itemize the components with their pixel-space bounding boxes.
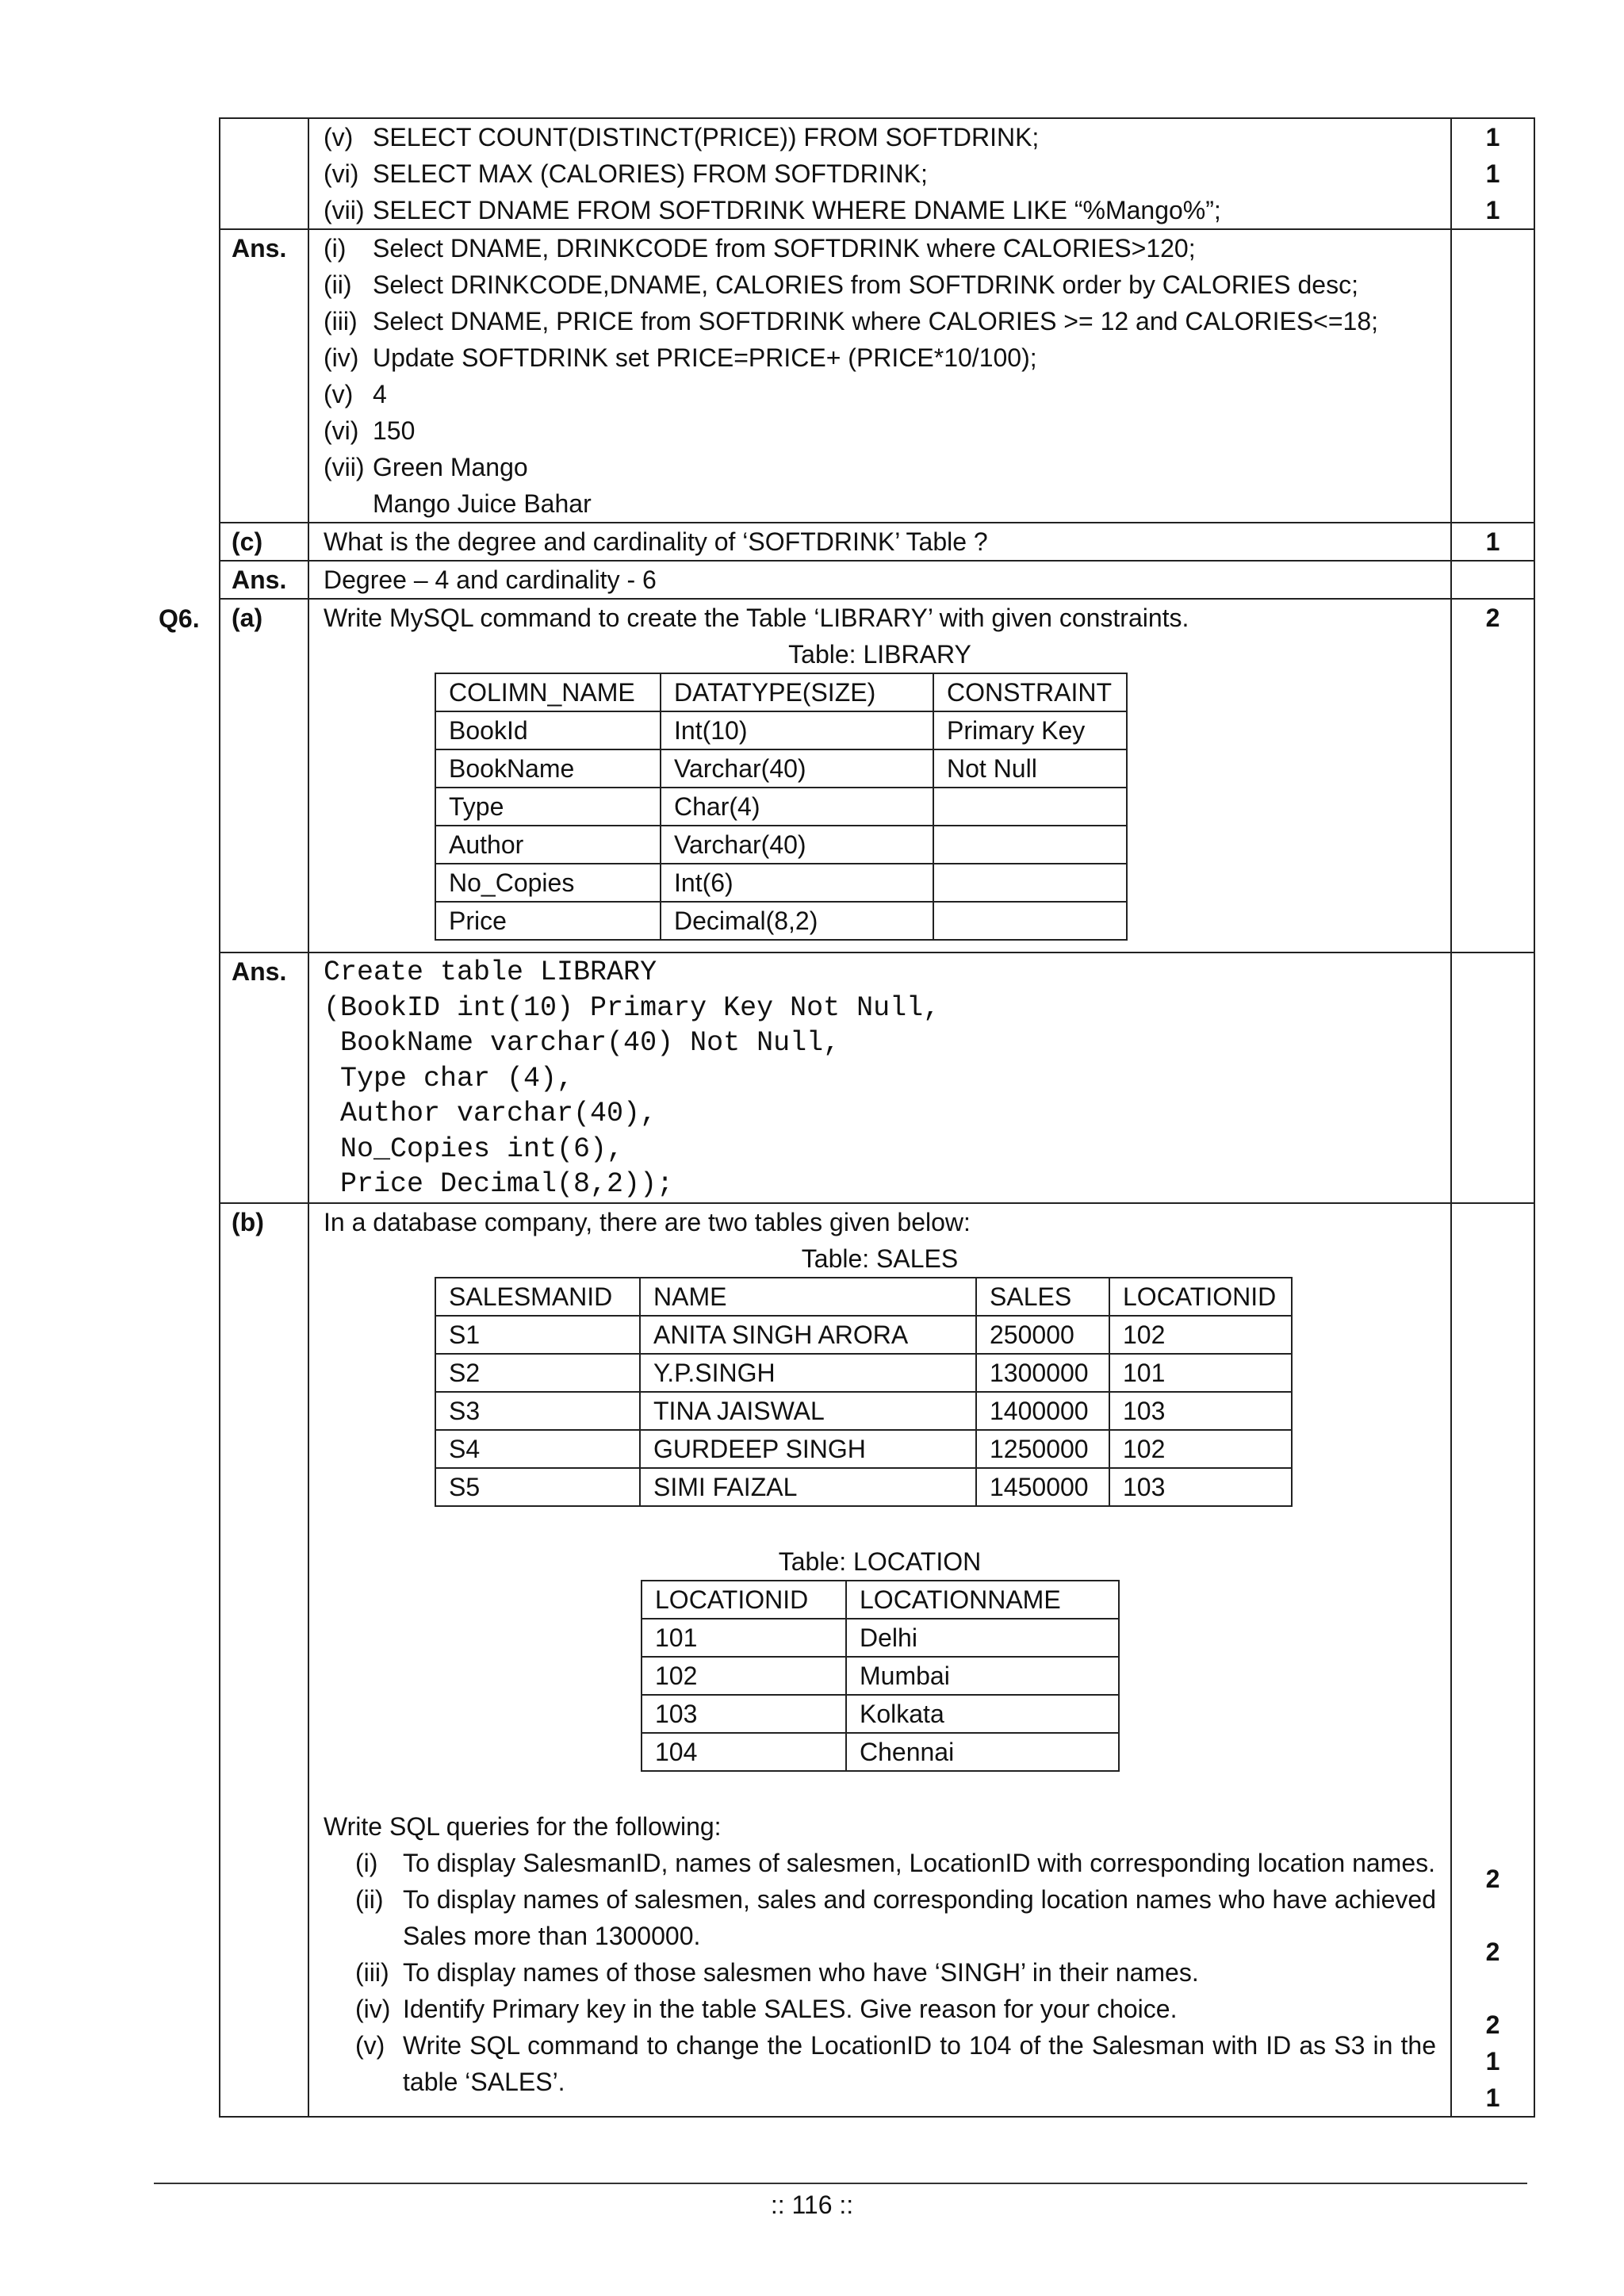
item-roman: (v): [355, 2030, 385, 2060]
header-cell: NAME: [640, 1278, 976, 1316]
table-row: [642, 1695, 1119, 1733]
item-roman: (vii): [324, 453, 365, 481]
table-row: [435, 1392, 1292, 1430]
table-header-row: [642, 1581, 1119, 1619]
cell: 1450000: [976, 1468, 1109, 1506]
cell: [933, 826, 1127, 864]
cell: 102: [642, 1657, 846, 1695]
item-roman: (vii): [324, 196, 365, 224]
table-row: [642, 1657, 1119, 1695]
cell: Type: [435, 788, 661, 826]
table-row: [435, 864, 1127, 902]
item-roman: (i): [324, 234, 347, 263]
table-row: [435, 788, 1127, 826]
row-continuation: [220, 118, 1534, 229]
cell: BookName: [435, 749, 661, 788]
table-row: [435, 826, 1127, 864]
cell: 1250000: [976, 1430, 1109, 1468]
item-roman: (iv): [324, 343, 359, 372]
question-text: Write MySQL command to create the Table ‘LIBRARY’ with given constraints.: [324, 604, 1189, 632]
mark: 1: [1485, 2046, 1500, 2076]
table-row: [435, 1354, 1292, 1392]
row-q6-part-b: [220, 1203, 1534, 2117]
table-row: [642, 1733, 1119, 1771]
mark: 1: [1451, 523, 1534, 561]
item-roman: (iv): [355, 1994, 391, 2023]
location-table: [641, 1580, 1120, 1772]
cell: No_Copies: [435, 864, 661, 902]
question-text: What is the degree and cardinality of ‘SOFTDRINK’ Table ?: [308, 523, 1451, 561]
answer-text: 150: [373, 416, 416, 445]
continuation-items: [308, 118, 1451, 229]
answer-label: Ans.: [220, 561, 308, 599]
answer-label: Ans.: [220, 229, 308, 523]
query-text: SELECT MAX (CALORIES) FROM SOFTDRINK;: [373, 159, 928, 188]
cell: 1300000: [976, 1354, 1109, 1392]
cell: [933, 864, 1127, 902]
mark: 2: [1485, 1864, 1500, 1893]
part-label: (a): [220, 599, 308, 953]
answer-text: Degree – 4 and cardinality - 6: [308, 561, 1451, 599]
mark: 2: [1485, 2010, 1500, 2039]
cell: Varchar(40): [661, 749, 933, 788]
part-label: (b): [220, 1203, 308, 2117]
marks-cell: [1451, 1203, 1534, 2117]
table-caption: Table: LOCATION: [778, 1547, 982, 1576]
item-roman: (v): [324, 380, 354, 408]
item-roman: (v): [324, 123, 354, 151]
part-label: (c): [220, 523, 308, 561]
mark: 2: [1485, 1937, 1500, 1966]
cell: Price: [435, 902, 661, 940]
cell: 101: [642, 1619, 846, 1657]
header-cell: COLIMN_NAME: [435, 673, 661, 711]
table-header-row: [435, 1278, 1292, 1316]
header-cell: SALES: [976, 1278, 1109, 1316]
cell: Mumbai: [846, 1657, 1119, 1695]
cell: BookId: [435, 711, 661, 749]
table-row: [435, 1468, 1292, 1506]
cell: S3: [435, 1392, 640, 1430]
item-roman: (ii): [324, 270, 352, 299]
cell: Char(4): [661, 788, 933, 826]
query-questions: [324, 1845, 1436, 2100]
cell: Delhi: [846, 1619, 1119, 1657]
answer-code: Create table LIBRARY (BookID int(10) Primary Key Not Null, BookName varchar(40) Not Null, Type char (4), Author varchar(40), No_Copies int(6), Price Decimal(8,2));: [324, 956, 940, 1200]
instruction-text: Write SQL queries for the following:: [324, 1811, 722, 1841]
header-cell: LOCATIONID: [642, 1581, 846, 1619]
answer-text: Select DNAME, PRICE from SOFTDRINK where CALORIES >= 12 and CALORIES<=18;: [373, 307, 1379, 335]
cell: 250000: [976, 1316, 1109, 1354]
header-cell: LOCATIONNAME: [846, 1581, 1119, 1619]
cell: 103: [1109, 1468, 1292, 1506]
table-row: [435, 749, 1127, 788]
answer-text: Update SOFTDRINK set PRICE=PRICE+ (PRICE*10/100);: [373, 343, 1037, 372]
question-text: To display names of salesmen, sales and corresponding location names who have achieved Sales more than 1300000.: [403, 1884, 1436, 1950]
table-row: [642, 1619, 1119, 1657]
table-caption: Table: SALES: [801, 1244, 959, 1273]
exam-main-table: [219, 117, 1535, 2118]
mark: 1: [1485, 159, 1500, 188]
row-q6-part-a-answer: [220, 953, 1534, 1203]
cell: 104: [642, 1733, 846, 1771]
cell: 102: [1109, 1430, 1292, 1468]
answer-text: Mango Juice Bahar: [373, 489, 592, 518]
question-text: To display SalesmanID, names of salesmen, LocationID with corresponding location names.: [403, 1848, 1435, 1877]
table-caption: Table: LIBRARY: [788, 640, 971, 669]
row-q6-part-a: [220, 599, 1534, 953]
table-header-row: [435, 673, 1127, 711]
header-cell: LOCATIONID: [1109, 1278, 1292, 1316]
answer-text: Select DNAME, DRINKCODE from SOFTDRINK where CALORIES>120;: [373, 234, 1196, 263]
item-roman: (ii): [355, 1884, 384, 1914]
item-roman: (iii): [324, 307, 358, 335]
header-cell: CONSTRAINT: [933, 673, 1127, 711]
cell: [933, 788, 1127, 826]
table-row: [435, 1316, 1292, 1354]
query-text: SELECT COUNT(DISTINCT(PRICE)) FROM SOFTDRINK;: [373, 123, 1040, 151]
sales-table: [435, 1277, 1293, 1507]
mark: 2: [1451, 599, 1534, 953]
cell: Decimal(8,2): [661, 902, 933, 940]
question-text: To display names of those salesmen who have ‘SINGH’ in their names.: [403, 1957, 1199, 1987]
cell: Chennai: [846, 1733, 1119, 1771]
cell: Kolkata: [846, 1695, 1119, 1733]
item-roman: (vi): [324, 416, 359, 445]
cell: 1400000: [976, 1392, 1109, 1430]
cell: S4: [435, 1430, 640, 1468]
mark: 1: [1485, 196, 1500, 224]
cell: Author: [435, 826, 661, 864]
question-text: Identify Primary key in the table SALES. Give reason for your choice.: [403, 1994, 1178, 2023]
answer-items: [308, 229, 1451, 523]
cell: 103: [642, 1695, 846, 1733]
row-answers-b: [220, 229, 1534, 523]
answer-text: Green Mango: [373, 453, 528, 481]
cell: Primary Key: [933, 711, 1127, 749]
cell: Int(10): [661, 711, 933, 749]
cell: S5: [435, 1468, 640, 1506]
row-part-c: [220, 523, 1534, 561]
header-cell: DATATYPE(SIZE): [661, 673, 933, 711]
cell: S1: [435, 1316, 640, 1354]
page-number: :: 116 ::: [770, 2191, 854, 2219]
cell: [933, 902, 1127, 940]
item-roman: [324, 485, 373, 522]
cell: 101: [1109, 1354, 1292, 1392]
cell: GURDEEP SINGH: [640, 1430, 976, 1468]
question-text: Write SQL command to change the LocationID to 104 of the Salesman with ID as S3 in the table ‘SALES’.: [403, 2030, 1436, 2096]
question-number-q6: Q6.: [159, 604, 200, 633]
answer-label: Ans.: [220, 953, 308, 1203]
table-row: [435, 711, 1127, 749]
header-cell: SALESMANID: [435, 1278, 640, 1316]
footer-divider: [154, 2183, 1527, 2184]
item-roman: (i): [355, 1848, 378, 1877]
cell: S2: [435, 1354, 640, 1392]
mark: 1: [1485, 123, 1500, 151]
marks-cell: [1451, 118, 1534, 229]
cell: Varchar(40): [661, 826, 933, 864]
query-text: SELECT DNAME FROM SOFTDRINK WHERE DNAME LIKE “%Mango%”;: [373, 196, 1221, 224]
cell: ANITA SINGH ARORA: [640, 1316, 976, 1354]
table-row: [435, 1430, 1292, 1468]
mark: 1: [1485, 2083, 1500, 2112]
answer-text: 4: [373, 380, 387, 408]
intro-text: In a database company, there are two tables given below:: [324, 1207, 971, 1236]
item-roman: (iii): [355, 1957, 389, 1987]
item-roman: (vi): [324, 159, 359, 188]
cell: 103: [1109, 1392, 1292, 1430]
library-table: [435, 673, 1128, 941]
answer-text: Select DRINKCODE,DNAME, CALORIES from SOFTDRINK order by CALORIES desc;: [373, 270, 1358, 299]
cell: 102: [1109, 1316, 1292, 1354]
cell: SIMI FAIZAL: [640, 1468, 976, 1506]
cell: Int(6): [661, 864, 933, 902]
table-row: [435, 902, 1127, 940]
row-part-c-answer: [220, 561, 1534, 599]
cell: Y.P.SINGH: [640, 1354, 976, 1392]
cell: Not Null: [933, 749, 1127, 788]
cell: TINA JAISWAL: [640, 1392, 976, 1430]
